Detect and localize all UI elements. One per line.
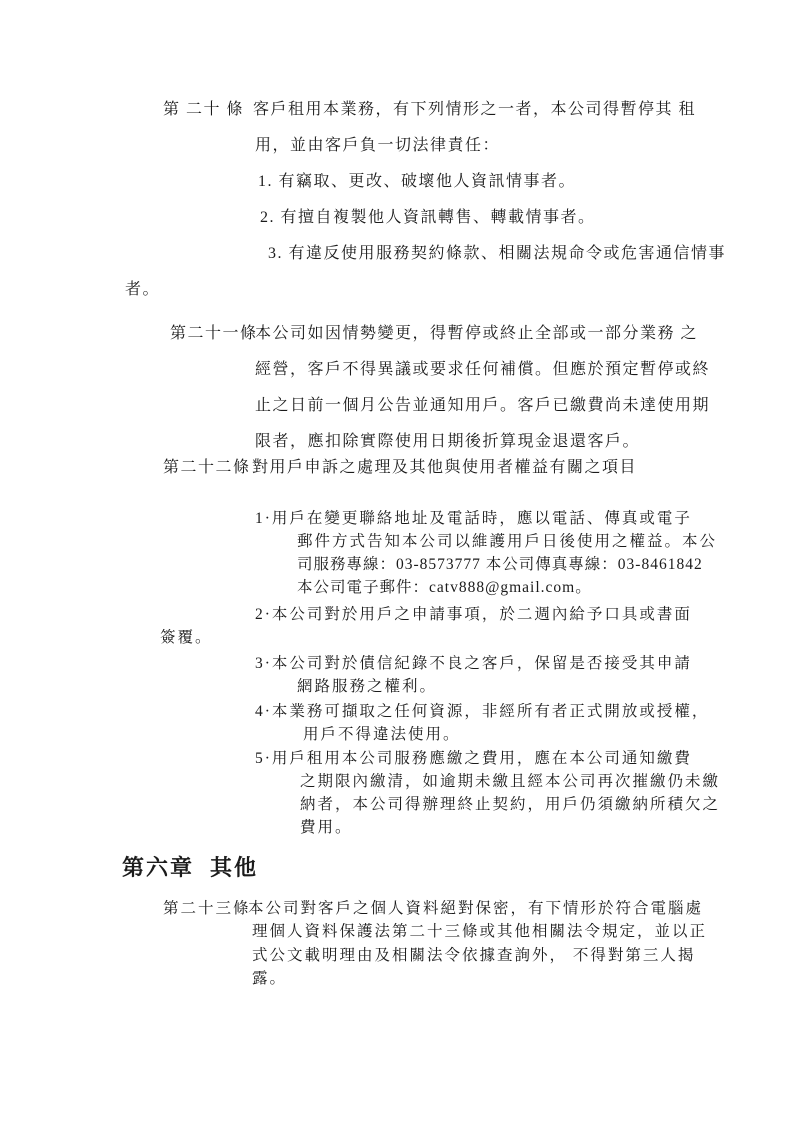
article22-item1-line3: 司服務專線：03-8573777 本公司傳真專線：03-8461842 <box>297 556 703 573</box>
chapter6-heading <box>122 851 258 882</box>
article20-item3-wrap: 者。 <box>125 281 161 298</box>
article20-item1: 1. 有竊取、更改、破壞他人資訊情事者。 <box>258 173 577 190</box>
article22-item2-line1: 2·本公司對於用戶之申請事項，於二週內給予口具或書面 <box>255 606 692 623</box>
article23-line3: 式公文載明理由及相關法令依據查詢外， 不得對第三人揭 <box>252 947 696 964</box>
article23-label: 第二十三條 <box>163 900 251 917</box>
article20-label: 第 二十 條 <box>163 101 245 118</box>
article22-item5-line4: 費用。 <box>300 819 353 836</box>
article22-item1-line2: 郵件方式告知本公司以維護用戶日後使用之權益。本公 <box>297 533 718 550</box>
article23-line2: 理個人資料保護法第二十三條或其他相關法令規定，並以正 <box>252 923 708 940</box>
article20-line1: 客戶租用本業務，有下列情形之一者，本公司得暫停其 租 <box>253 101 697 118</box>
article22-label: 第二十二條 <box>163 459 251 476</box>
article22-item2-wrap: 簽覆。 <box>160 629 213 646</box>
article21-line2: 經營，客戶不得異議或要求任何補償。但應於預定暫停或終 <box>255 361 711 378</box>
article21-line4: 限者，應扣除實際使用日期後折算現金退還客戶。 <box>255 433 641 450</box>
article20-item3: 3. 有違反使用服務契約條款、相關法規命令或危害通信情事 <box>268 245 727 262</box>
article23-line4: 露。 <box>252 970 288 987</box>
chapter6-number: 第六章 <box>122 855 195 880</box>
article21-line3: 止之日前一個月公告並通知用戶。客戶已繳費尚未達使用期 <box>255 397 711 414</box>
chapter6-title: 其他 <box>210 855 259 880</box>
article22-item4-line1: 4·本業務可擷取之任何資源，非經所有者正式開放或授權， <box>255 703 710 720</box>
article22-item4-line2: 用戶不得違法使用。 <box>303 726 461 743</box>
article21-label: 第二十一條 <box>170 325 258 342</box>
article22-item5-line1: 5·用戶租用本公司服務應繳之費用，應在本公司通知繳費 <box>255 750 692 767</box>
article20-line2: 用，並由客戶負一切法律責任： <box>255 137 501 154</box>
article23-line1: 本公司對客戶之個人資料絕對保密，有下情形於符合電腦處 <box>248 900 704 917</box>
article21-line1: 本公司如因情勢變更，得暫停或終止全部或一部分業務 之 <box>255 325 699 342</box>
article22-item3-line1: 3·本公司對於債信紀錄不良之客戶，保留是否接受其申請 <box>255 655 692 672</box>
article22-item5-line3: 納者，本公司得辦理終止契約，用戶仍須繳納所積欠之 <box>300 796 721 813</box>
article22-item1-line4: 本公司電子郵件：catv888@gmail.com。 <box>297 579 592 596</box>
article20-item2: 2. 有擅自複製他人資訊轉售、轉載情事者。 <box>260 209 596 226</box>
article22-heading: 對用戶申訴之處理及其他與使用者權益有關之項目 <box>252 459 638 476</box>
article22-item1-line1: 1·用戶在變更聯絡地址及電話時，應以電話、傳真或電子 <box>255 510 692 527</box>
article22-item5-line2: 之期限內繳清，如逾期未繳且經本公司再次摧繳仍未繳 <box>300 773 721 790</box>
article22-item3-line2: 網路服務之權利。 <box>297 678 438 695</box>
